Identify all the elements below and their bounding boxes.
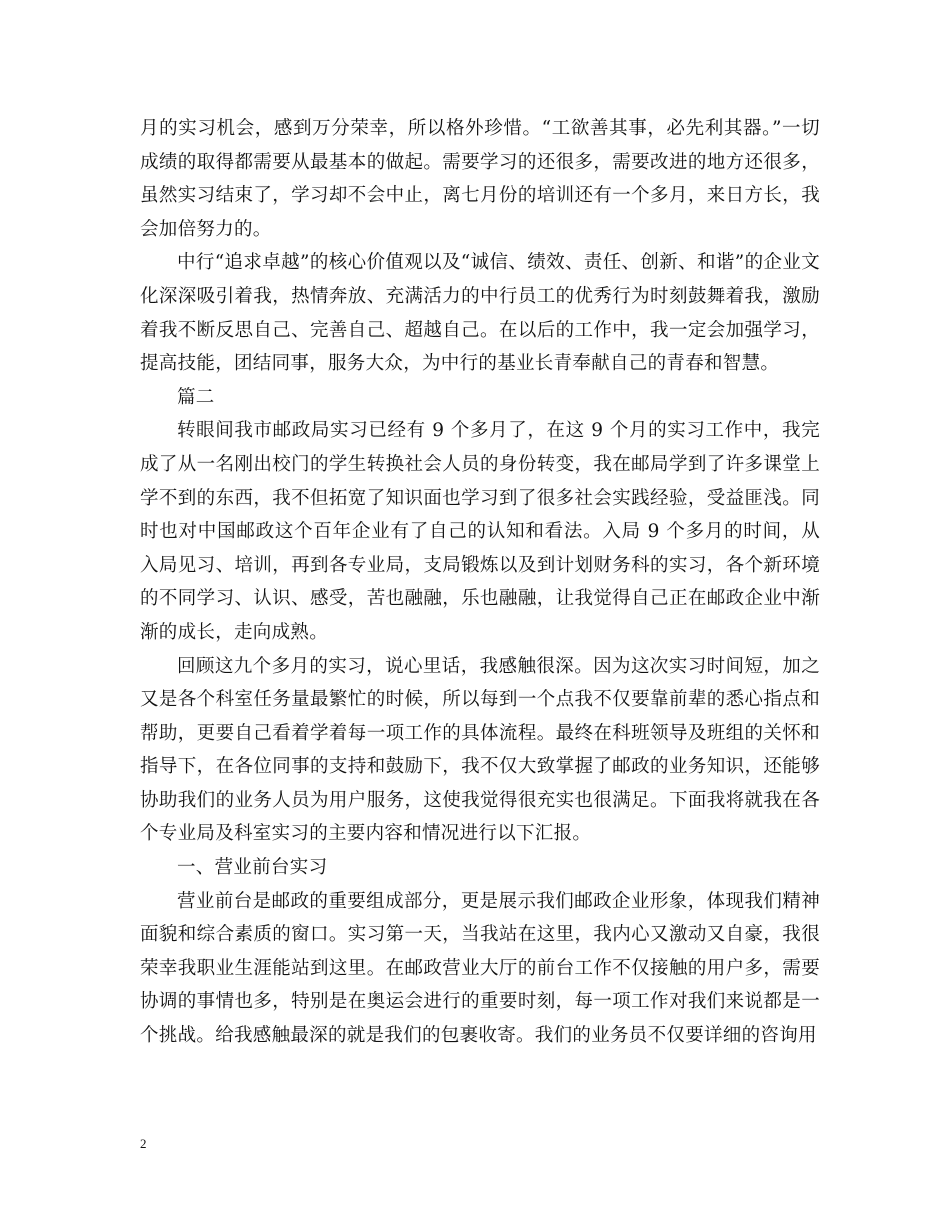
paragraph-company-values: 中行“追求卓越”的核心价值观以及“诚信、绩效、责任、创新、和谐”的企业文化深深吸引着我，热情奔放、充满活力的中行员工的优秀行为时刻鼓舞着我，激励着我不断反思自己、完善自己、超越自己。在以后的工作中，我一定会加强学习，提高技能，团结同事，服务大众，为中行的基业长青奉献自己的青春和智慧。 — [140, 252, 820, 375]
paragraph-internship-review: 回顾这九个多月的实习，说心里话，我感触很深。因为这次实习时间短，加之又是各个科室任务量最繁忙的时候，所以每到一个点我不仅要靠前辈的悉心指点和帮助，更要自己看着学着每一项工作的具体流程。最终在科班领导及班组的关怀和指导下，在各位同事的支持和鼓励下，我不仅大致掌握了邮政的业务知识，还能够协助我们的业务人员为用户服务，这使我觉得很充实也很满足。下面我将就我在各个专业局及科室实习的主要内容和情况进行以下汇报。 — [140, 655, 820, 845]
section-heading-part-two: 篇二 — [177, 386, 215, 408]
paragraph-front-desk-experience: 营业前台是邮政的重要组成部分，更是展示我们邮政企业形象，体现我们精神面貌和综合素质的窗口。实习第一天，当我站在这里，我内心又激动又自豪，我很荣幸我职业生涯能站到这里。在邮政营业大厅的前台工作不仅接触的用户多，需要协调的事情也多，特别是在奥运会进行的重要时刻，每一项工作对我们来说都是一个挑战。给我感触最深的就是我们的包裹收寄。我们的业务员不仅要详细的咨询用 — [140, 890, 820, 1047]
page-body — [140, 112, 820, 1053]
page-number: 2 — [140, 1136, 147, 1151]
paragraph-internship-gratitude: 月的实习机会，感到万分荣幸，所以格外珍惜。“工欲善其事，必先利其器。”一切成绩的取得都需要从最基本的做起。需要学习的还很多，需要改进的地方还很多，虽然实习结束了，学习却不会中止，离七月份的培训还有一个多月，来日方长，我会加倍努力的。 — [140, 118, 820, 240]
section-heading-front-desk: 一、营业前台实习 — [177, 857, 328, 879]
paragraph-post-office-intro: 转眼间我市邮政局实习已经有 9 个多月了，在这 9 个月的实习工作中，我完成了从一名刚出校门的学生转换社会人员的身份转变，我在邮局学到了许多课堂上学不到的东西，我不但拓宽了知识面也学习到了很多社会实践经验，受益匪浅。同时也对中国邮政这个百年企业有了自己的认知和看法。入局 9 个多月的时间，从入局见习、培训，再到各专业局，支局锻炼以及到计划财务科的实习，各个新环境的不同学习、认识、感受，苦也融融，乐也融融，让我觉得自己正在邮政企业中渐渐的成长，走向成熟。 — [140, 420, 820, 643]
